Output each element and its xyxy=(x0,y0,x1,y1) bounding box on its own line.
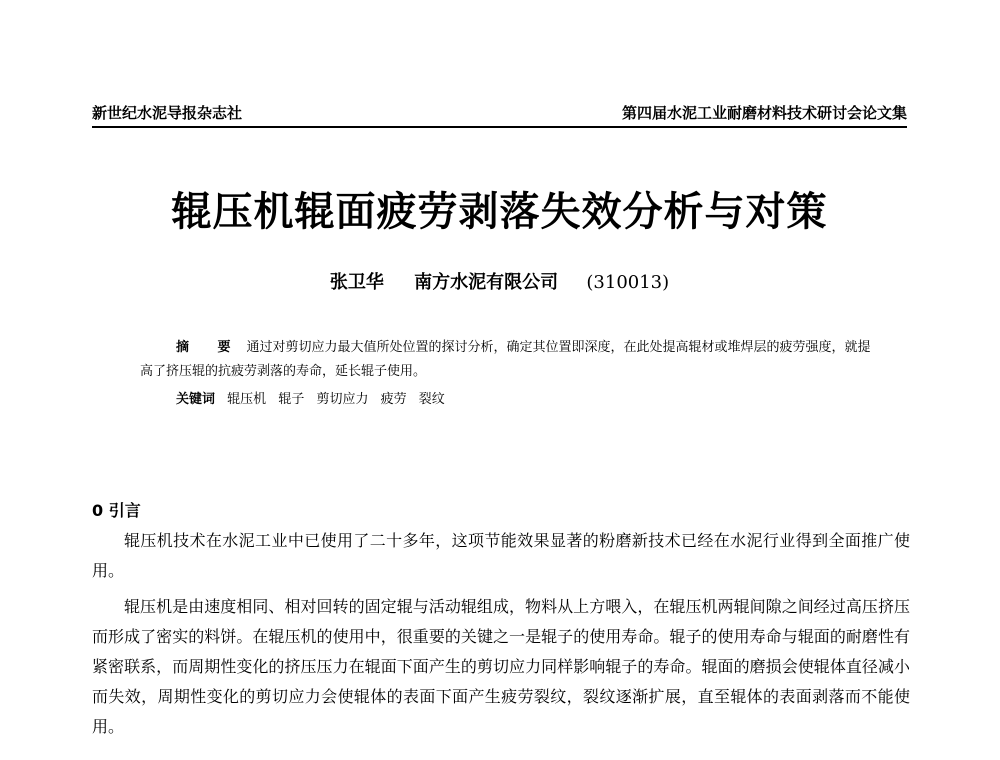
keywords-label: 关键词 xyxy=(176,392,216,407)
keyword-item: 辊压机 xyxy=(227,392,267,407)
postcode: (310013) xyxy=(586,272,670,293)
author-name: 张卫华 xyxy=(329,272,384,293)
abstract xyxy=(140,336,875,384)
keyword-item: 辊子 xyxy=(278,392,305,407)
section-heading-introduction: 0 引言 xyxy=(92,501,141,520)
header-publisher: 新世纪水泥导报杂志社 xyxy=(92,104,243,122)
byline xyxy=(92,268,907,294)
abstract-text: 通过对剪切应力最大值所处位置的探讨分析，确定其位置即深度，在此处提高辊材或堆焊层的疲劳强度，就提高了挤压辊的抗疲劳剥落的寿命，延长辊子使用。 xyxy=(140,340,871,379)
keyword-item: 裂纹 xyxy=(418,392,445,407)
body-paragraph: 辊压机是由速度相同、相对回转的固定辊与活动辊组成，物料从上方喂入，在辊压机两辊间隙之间经过高压挤压而形成了密实的料饼。在辊压机的使用中，很重要的关键之一是辊子的使用寿命。辊子的使用寿命与辊面的耐磨性有紧密联系，而周期性变化的挤压压力在辊面下面产生的剪切应力同样影响辊子的寿命。辊面的磨损会使辊体直径减小而失效，周期性变化的剪切应力会使辊体的表面下面产生疲劳裂纹，裂纹逐渐扩展，直至辊体的表面剥落而不能使用。 xyxy=(92,597,910,736)
paper-title: 辊压机辊面疲劳剥落失效分析与对策 xyxy=(171,188,828,235)
body-text xyxy=(92,526,910,748)
author-organization: 南方水泥有限公司 xyxy=(414,272,559,293)
running-header xyxy=(92,100,907,128)
keywords xyxy=(176,388,453,407)
body-paragraph: 辊压机技术在水泥工业中已使用了二十多年，这项节能效果显著的粉磨新技术已经在水泥行业得到全面推广使用。 xyxy=(92,531,910,580)
header-proceedings: 第四届水泥工业耐磨材料技术研讨会论文集 xyxy=(621,104,907,122)
abstract-label: 摘 要 xyxy=(176,340,243,355)
keyword-item: 疲劳 xyxy=(380,392,407,407)
keyword-item: 剪切应力 xyxy=(316,392,369,407)
